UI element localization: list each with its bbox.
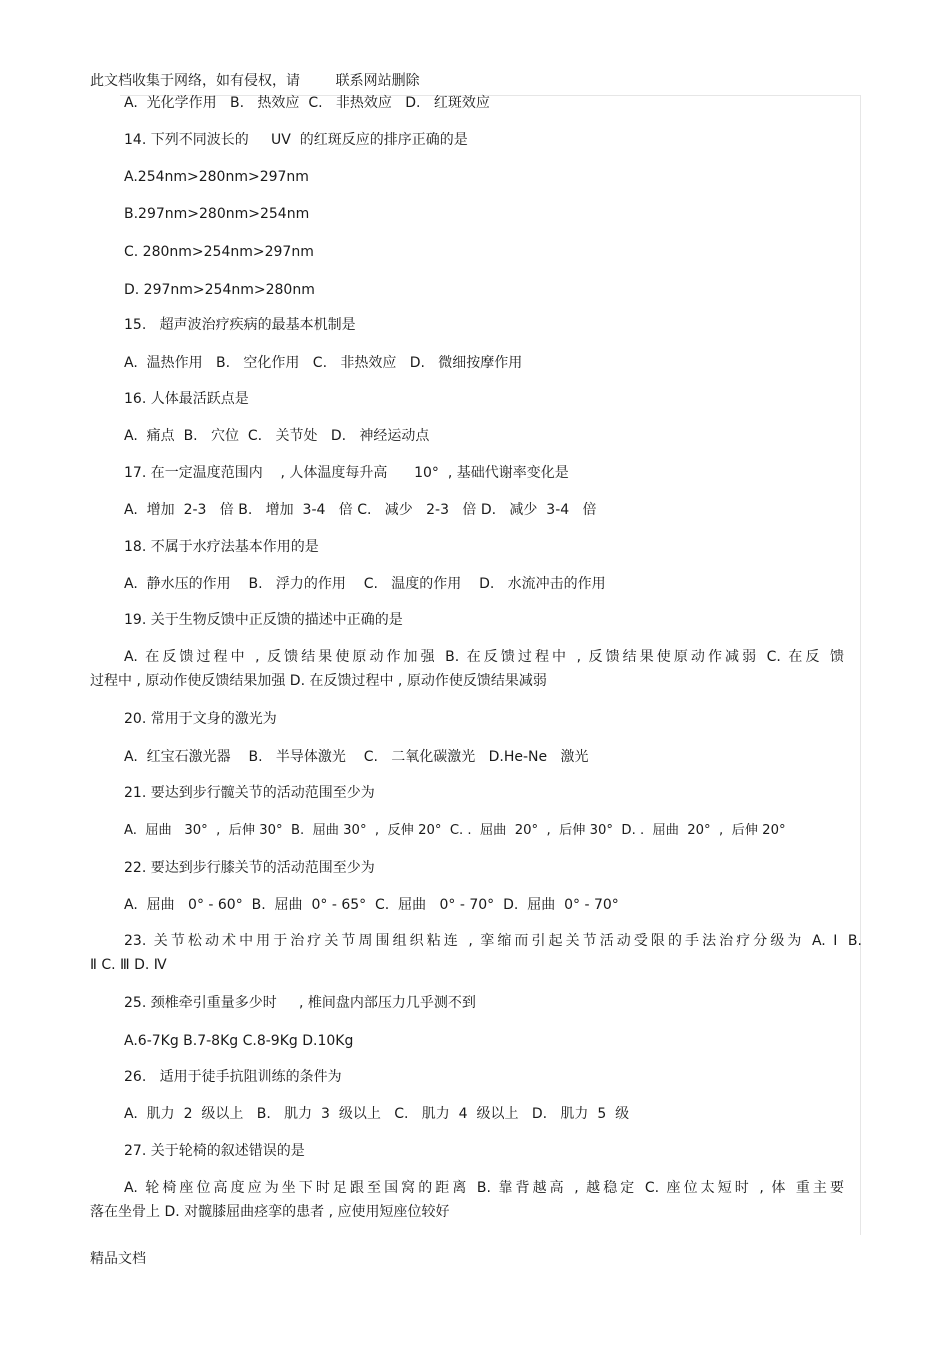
answer-options-q27-line2: 落在坐骨上 D. 对髋膝屈曲痉挛的患者 , 应使用短座位较好 [90,1204,450,1220]
question-25: 25. 颈椎牵引重量多少时 , 椎间盘内部压力几乎测不到 [124,995,476,1011]
question-23-line2: Ⅱ C. Ⅲ D. Ⅳ [90,957,167,973]
question-15: 15. 超声波治疗疾病的最基本机制是 [124,317,356,333]
question-23 [90,929,862,977]
answer-options-q15: A. 温热作用 B. 空化作用 C. 非热效应 D. 微细按摩作用 [124,355,523,371]
question-17: 17. 在一定温度范围内 , 人体温度每升高 10° , 基础代谢率变化是 [124,465,569,481]
answer-option-14c: C. 280nm>254nm>297nm [124,244,314,260]
answer-option-14a: A.254nm>280nm>297nm [124,169,309,185]
question-22: 22. 要达到步行膝关节的活动范围至少为 [124,860,375,876]
question-20: 20. 常用于文身的激光为 [124,711,277,727]
answer-options-q19-line2: 过程中 , 原动作使反馈结果加强 D. 在反馈过程中 , 原动作使反馈结果减弱 [90,673,547,689]
question-18: 18. 不属于水疗法基本作用的是 [124,539,319,555]
answer-options-q18: A. 静水压的作用 B. 浮力的作用 C. 温度的作用 D. 水流冲击的作用 [124,576,606,592]
answer-options-q19-line1: A. 在反馈过程中 , 反馈结果使原动作加强 B. 在反馈过程中 , 反馈结果使原动作减弱 C. 在反 馈 [124,649,844,665]
header-source-note: 此文档收集于网络，如有侵权，请 联系网站删除 [90,73,420,89]
answer-options-q21: A. 屈曲 30° , 后伸 30° B. 屈曲 30° , 反伸 20° C. . 屈曲 20° , 后伸 30° D. . 屈曲 20° , 后伸 20° [124,823,786,838]
answer-options-q25: A.6-7Kg B.7-8Kg C.8-9Kg D.10Kg [124,1033,354,1049]
answer-options-q20: A. 红宝石激光器 B. 半导体激光 C. 二氧化碳激光 D.He-Ne 激光 [124,749,589,765]
answer-options-q27 [90,1176,844,1224]
question-21: 21. 要达到步行髋关节的活动范围至少为 [124,785,375,801]
question-27: 27. 关于轮椅的叙述错误的是 [124,1143,305,1159]
question-26: 26. 适用于徒手抗阻训练的条件为 [124,1069,342,1085]
question-14: 14. 下列不同波长的 UV 的红斑反应的排序正确的是 [124,132,468,148]
answer-options-q26: A. 肌力 2 级以上 B. 肌力 3 级以上 C. 肌力 4 级以上 D. 肌力 5 级 [124,1106,630,1122]
answer-options-q17: A. 增加 2-3 倍 B. 增加 3-4 倍 C. 减少 2-3 倍 D. 减少 3-4 倍 [124,502,597,518]
footer-label: 精品文档 [90,1251,146,1267]
answer-option-14d: D. 297nm>254nm>280nm [124,282,315,298]
page-frame-right [860,95,861,1235]
question-19: 19. 关于生物反馈中正反馈的描述中正确的是 [124,612,403,628]
question-23-line1: 23. 关节松动术中用于治疗关节周围组织粘连 , 挛缩而引起关节活动受限的手法治疗分级为 A. Ⅰ B. [124,933,862,949]
answer-option-14b: B.297nm>280nm>254nm [124,206,310,222]
answer-options-q16: A. 痛点 B. 穴位 C. 关节处 D. 神经运动点 [124,428,430,444]
question-16: 16. 人体最活跃点是 [124,391,249,407]
answer-options-q13: A. 光化学作用 B. 热效应 C. 非热效应 D. 红斑效应 [124,95,490,111]
answer-options-q27-line1: A. 轮椅座位高度应为坐下时足跟至国窝的距离 B. 靠背越高 , 越稳定 C. 座位太短时 , 体 重主要 [124,1180,844,1196]
answer-options-q22: A. 屈曲 0° - 60° B. 屈曲 0° - 65° C. 屈曲 0° - 70° D. 屈曲 0° - 70° [124,897,619,913]
answer-options-q19 [90,645,844,693]
